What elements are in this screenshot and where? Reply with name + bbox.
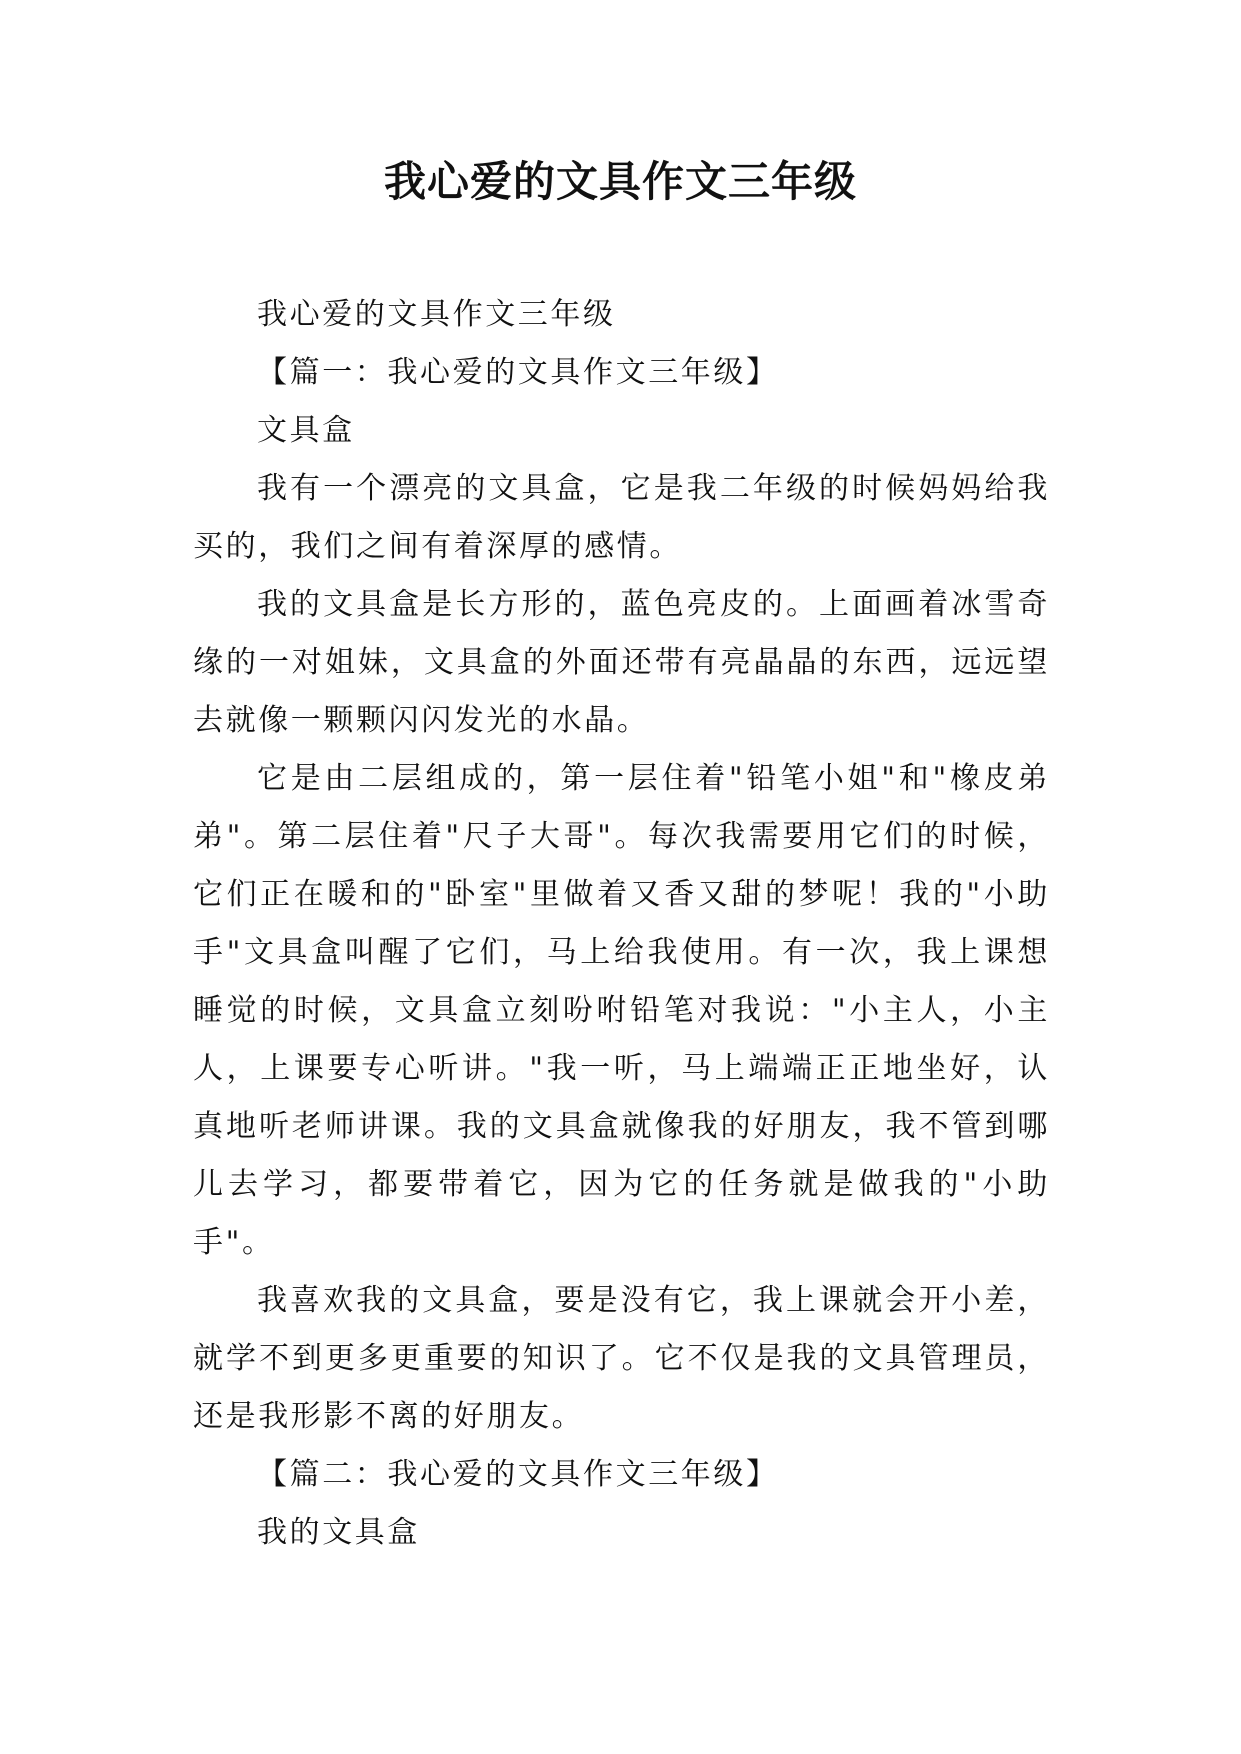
document-body bbox=[193, 286, 1050, 1562]
paragraph-body: 我有一个漂亮的文具盒，它是我二年级的时候妈妈给我买的，我们之间有着深厚的感情。 bbox=[193, 471, 1050, 564]
paragraph-section-heading-2: 【篇二：我心爱的文具作文三年级】 bbox=[257, 1457, 779, 1492]
paragraph-section-heading-1: 【篇一：我心爱的文具作文三年级】 bbox=[257, 355, 779, 390]
paragraph-body: 它是由二层组成的，第一层住着"铅笔小姐"和"橡皮弟弟"。第二层住着"尺子大哥"。每次我需要用它们的时候，它们正在暖和的"卧室"里做着又香又甜的梦呢！我的"小助手"文具盒叫醒了它们，马上给我使用。有一次，我上课想睡觉的时候，文具盒立刻吩咐铅笔对我说："小主人，小主人，上课要专心听讲。"我一听，马上端端正正地坐好，认真地听老师讲课。我的文具盒就像我的好朋友，我不管到哪儿去学习，都要带着它，因为它的任务就是做我的"小助手"。 bbox=[193, 761, 1050, 1260]
paragraph-essay-title-1: 文具盒 bbox=[257, 413, 355, 448]
paragraph-body: 我喜欢我的文具盒，要是没有它，我上课就会开小差，就学不到更多更重要的知识了。它不仅是我的文具管理员，还是我形影不离的好朋友。 bbox=[193, 1283, 1050, 1434]
document-title: 我心爱的文具作文三年级 bbox=[383, 157, 857, 206]
paragraph-body: 我的文具盒是长方形的，蓝色亮皮的。上面画着冰雪奇缘的一对姐妹，文具盒的外面还带有亮晶晶的东西，远远望去就像一颗颗闪闪发光的水晶。 bbox=[193, 587, 1050, 738]
paragraph-subtitle: 我心爱的文具作文三年级 bbox=[257, 297, 616, 332]
paragraph-essay-title-2: 我的文具盒 bbox=[257, 1515, 420, 1550]
